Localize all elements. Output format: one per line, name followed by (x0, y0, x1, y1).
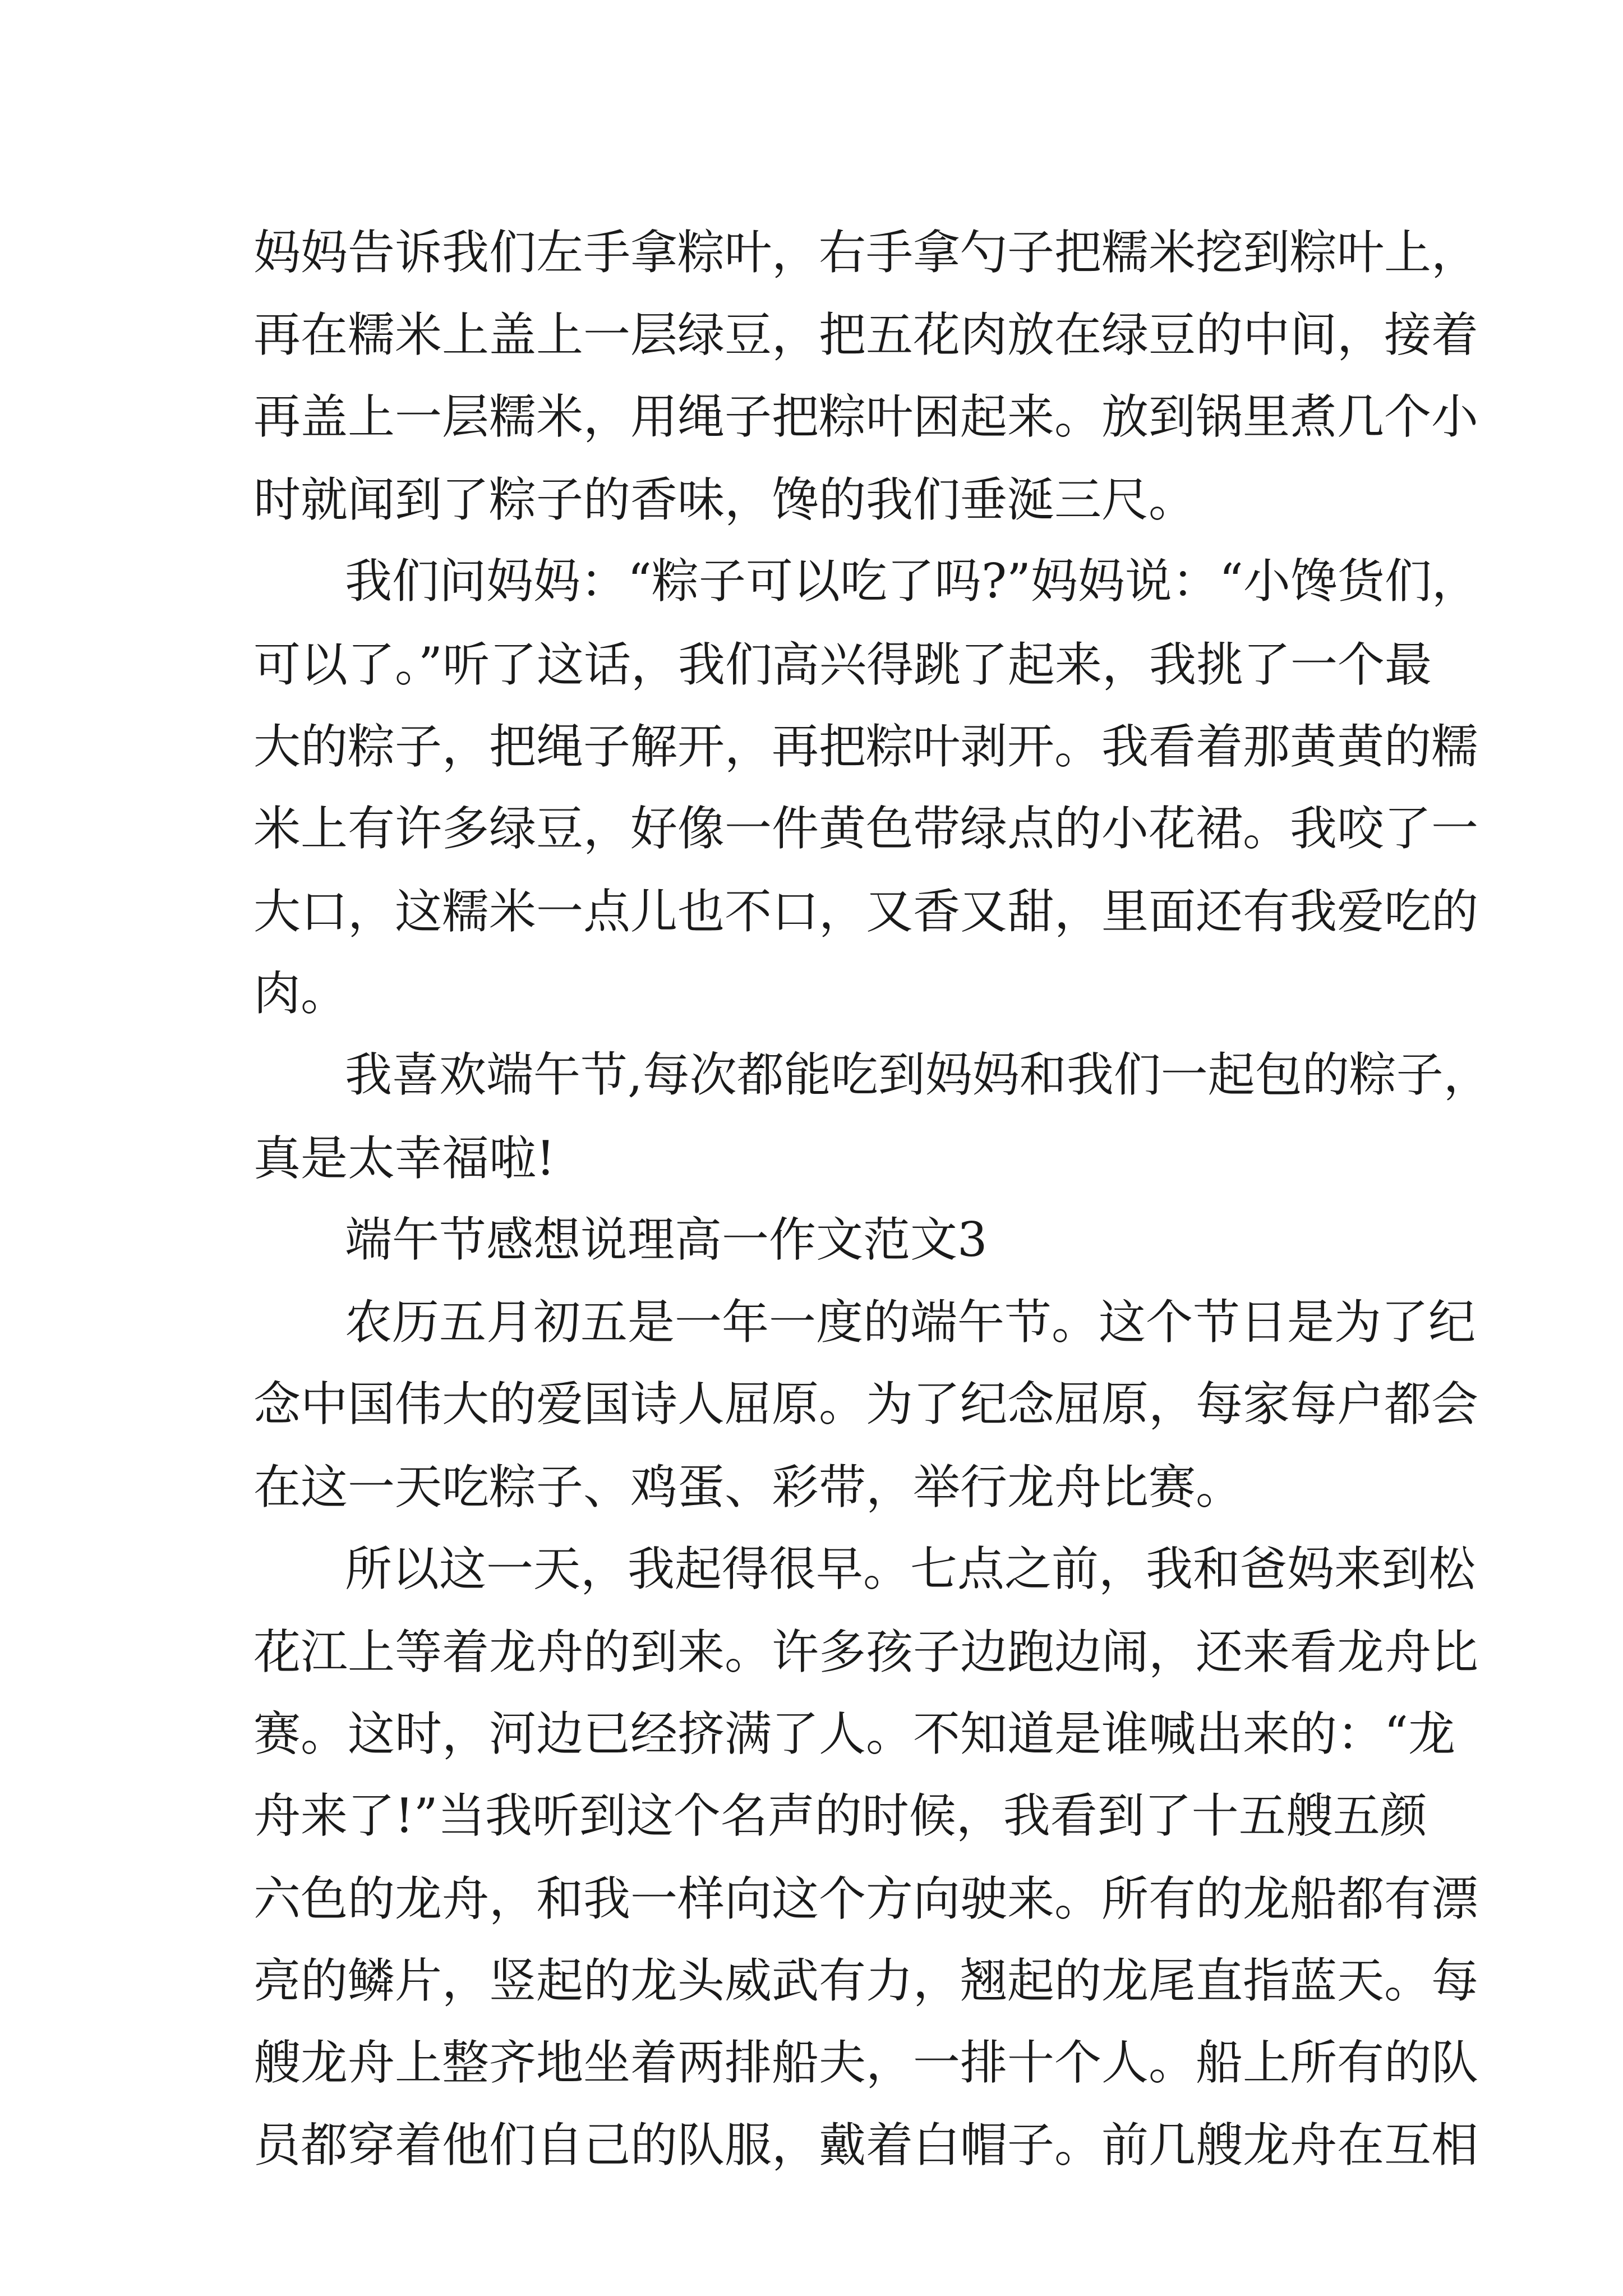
paragraph-2-line-4: 米上有许多绿豆，好像一件黄色带绿点的小花裙。我咬了一 (253, 801, 1479, 856)
paragraph-1-line-3: 再盖上一层糯米，用绳子把粽叶困起来。放到锅里煮几个小 (253, 389, 1479, 444)
paragraph-4-line-1: 农历五月初五是一年一度的端午节。这个节日是为了纪 (345, 1295, 1476, 1350)
paragraph-5-line-2: 花江上等着龙舟的到来。许多孩子边跑边闹，还来看龙舟比 (253, 1625, 1479, 1680)
paragraph-5-line-6: 亮的鳞片，竖起的龙头威武有力，翘起的龙尾直指蓝天。每 (253, 1953, 1479, 2008)
paragraph-3-line-1: 我喜欢端午节,每次都能吃到妈妈和我们一起包的粽子， (345, 1047, 1491, 1102)
paragraph-4-line-2: 念中国伟大的爱国诗人屈原。为了纪念屈原，每家每户都会 (253, 1377, 1479, 1432)
paragraph-2-line-1: 我们问妈妈：“粽子可以吃了吗?”妈妈说：“小馋货们， (345, 554, 1479, 609)
section-heading: 端午节感想说理高一作文范文3 (345, 1212, 988, 1267)
paragraph-2-line-5: 大口，这糯米一点儿也不口，又香又甜，里面还有我爱吃的 (253, 884, 1479, 939)
paragraph-1-line-1: 妈妈告诉我们左手拿粽叶，右手拿勺子把糯米挖到粽叶上， (253, 225, 1479, 280)
paragraph-3-line-2: 真是太幸福啦! (253, 1131, 555, 1186)
paragraph-5-line-5: 六色的龙舟，和我一样向这个方向驶来。所有的龙船都有漂 (253, 1871, 1479, 1926)
paragraph-2-line-2: 可以了。”听了这话，我们高兴得跳了起来，我挑了一个最 (253, 637, 1432, 692)
paragraph-5-line-8: 员都穿着他们自己的队服，戴着白帽子。前几艘龙舟在互相 (253, 2118, 1479, 2173)
paragraph-4-line-3: 在这一天吃粽子、鸡蛋、彩带，举行龙舟比赛。 (253, 1460, 1243, 1515)
paragraph-2-line-6: 肉。 (253, 966, 348, 1021)
paragraph-5-line-3: 赛。这时，河边已经挤满了人。不知道是谁喊出来的：“龙 (253, 1706, 1455, 1761)
paragraph-2-line-3: 大的粽子，把绳子解开，再把粽叶剥开。我看着那黄黄的糯 (253, 719, 1479, 774)
paragraph-5-line-1: 所以这一天，我起得很早。七点之前，我和爸妈来到松 (345, 1542, 1476, 1596)
paragraph-5-line-4: 舟来了!”当我听到这个名声的时候，我看到了十五艘五颜 (253, 1788, 1427, 1843)
paragraph-1-line-4: 时就闻到了粽子的香味，馋的我们垂涎三尺。 (253, 472, 1196, 527)
paragraph-5-line-7: 艘龙舟上整齐地坐着两排船夫，一排十个人。船上所有的队 (253, 2035, 1479, 2090)
paragraph-1-line-2: 再在糯米上盖上一层绿豆，把五花肉放在绿豆的中间，接着 (253, 307, 1479, 362)
